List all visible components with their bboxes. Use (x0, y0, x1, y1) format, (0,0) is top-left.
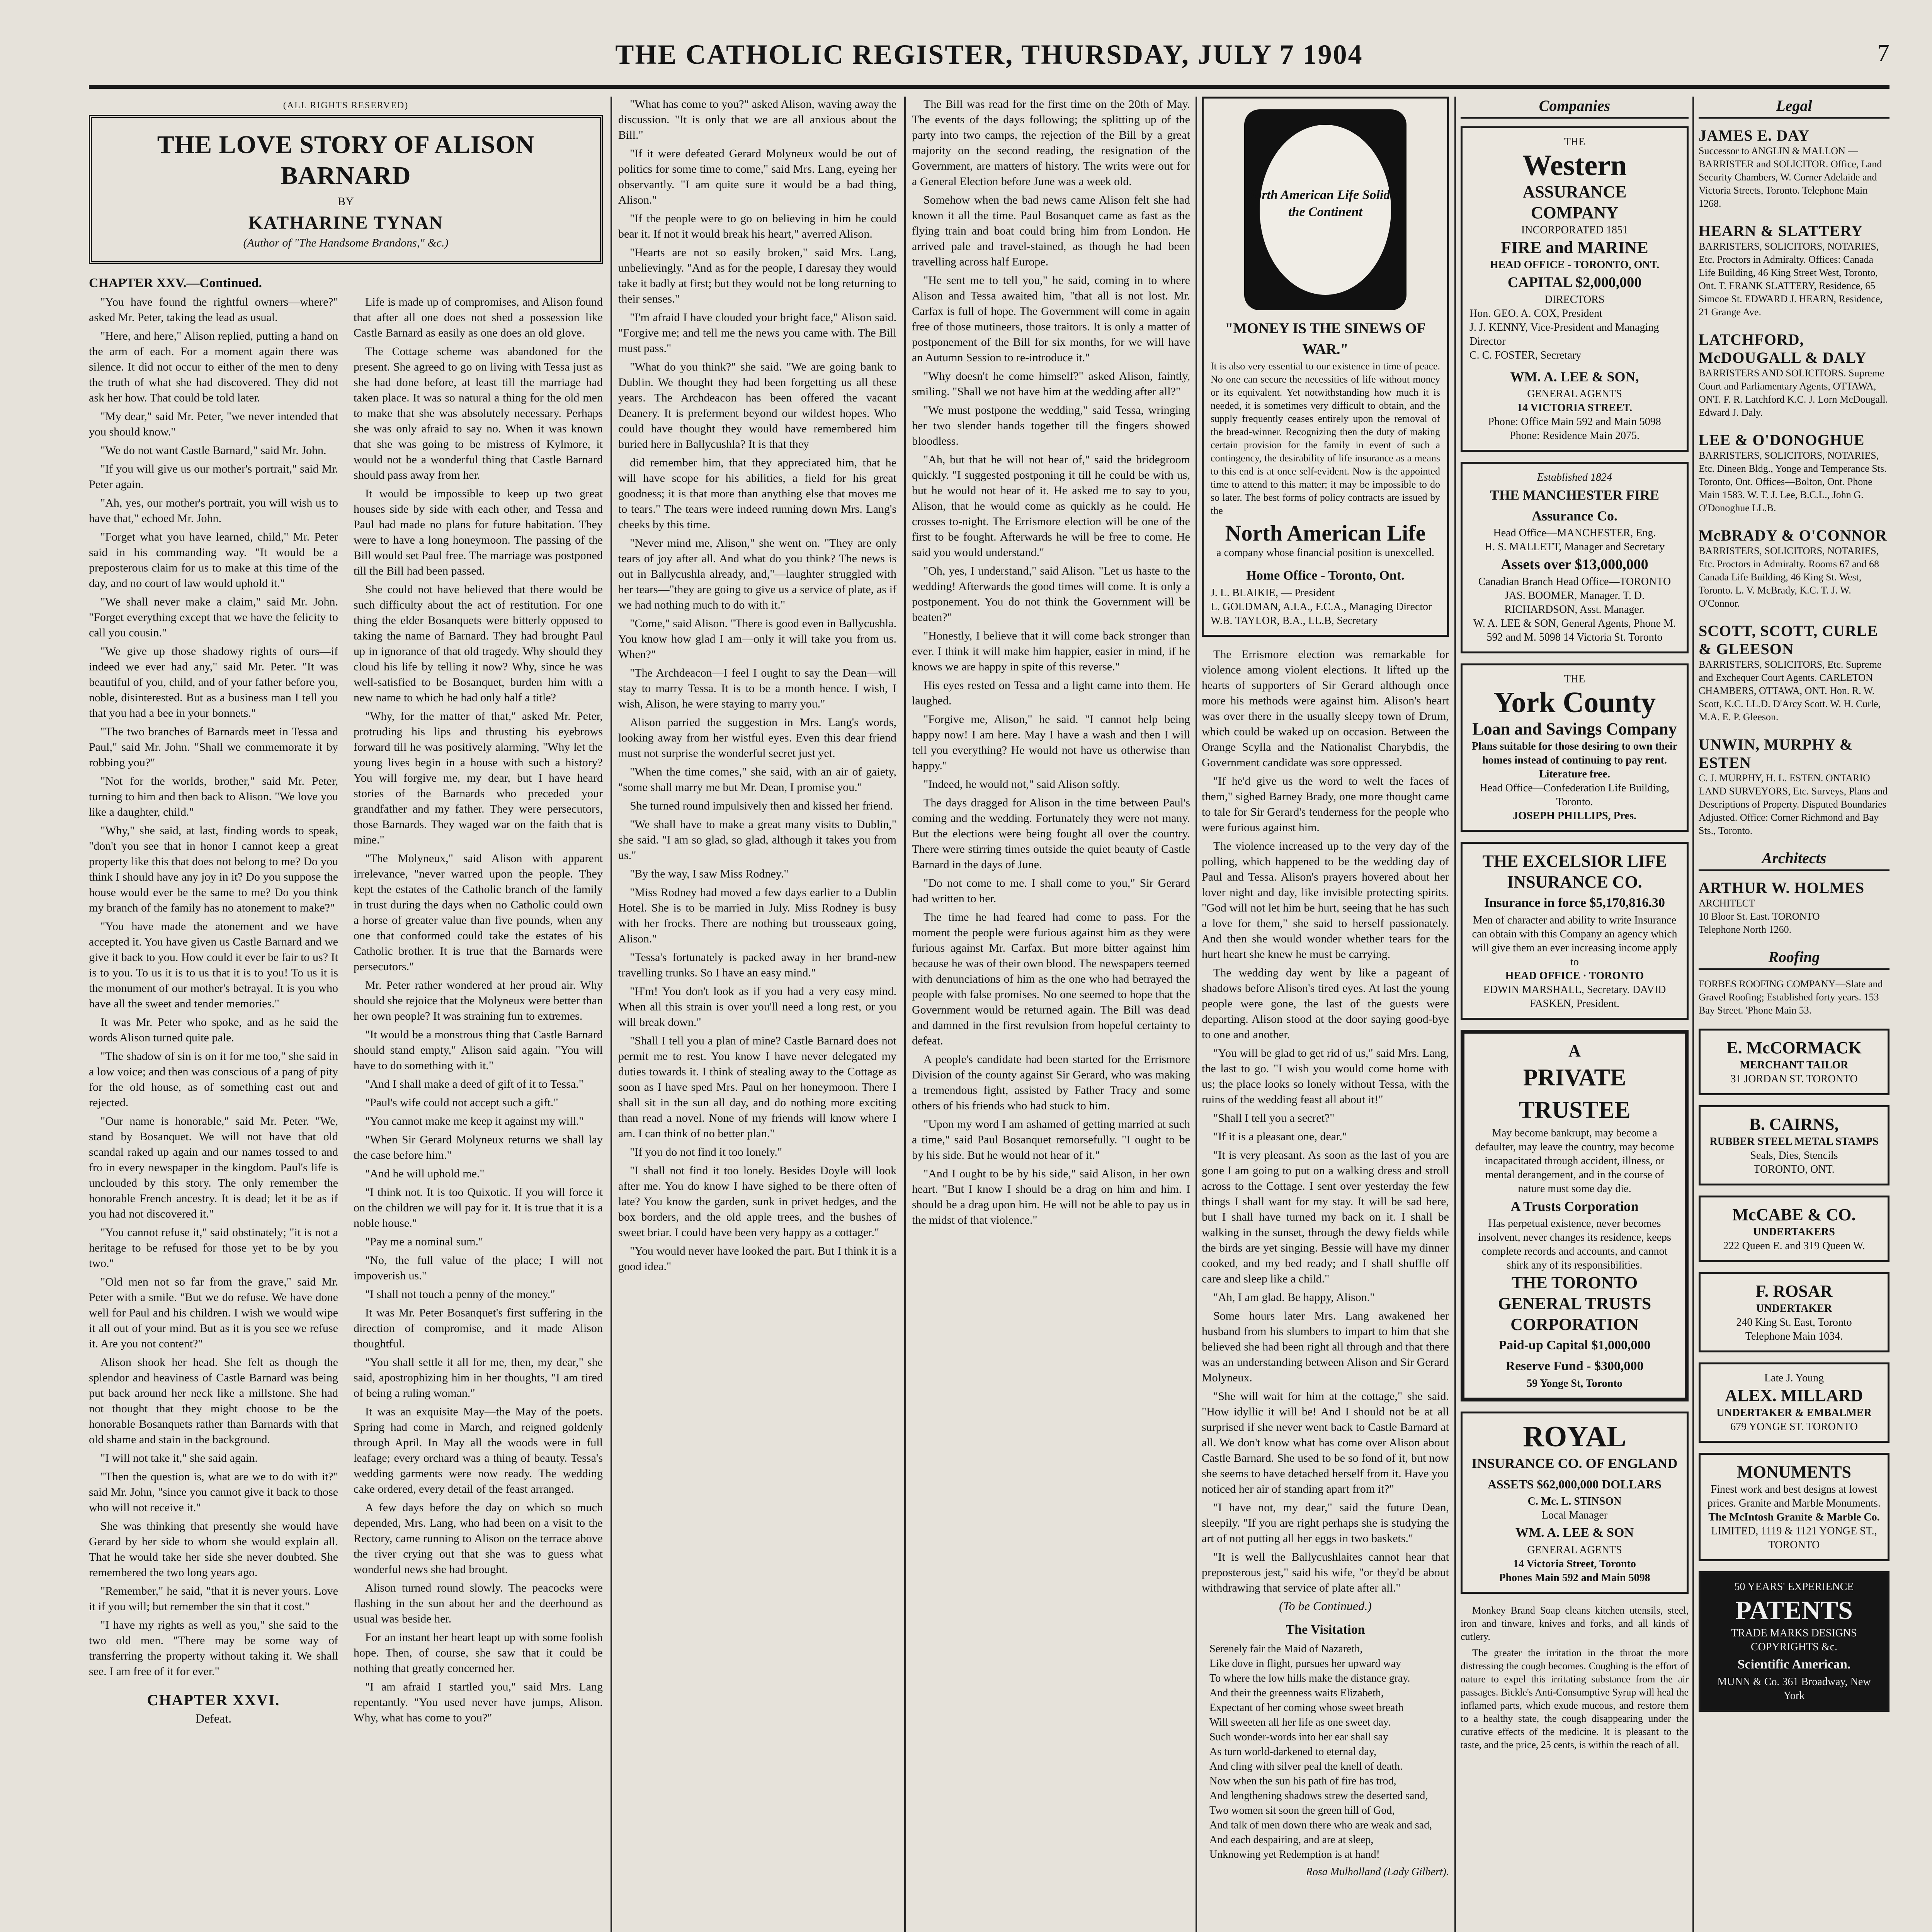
story-paragraph: "Old men not so far from the grave," said Mr. Peter with a smile. "But we do refuse. We have done well for Paul and his children. I wish we would wipe it all out of your mind. But as it is you see we refuse it. Are you not content?" (89, 1276, 338, 1350)
story-paragraph: "I will not take it," she said again. (100, 1452, 258, 1464)
story-paragraph: "Indeed, he would not," said Alison softly. (923, 778, 1120, 791)
legal-heading: Legal (1699, 97, 1889, 119)
story-paragraph: The time he had feared had come to pass. For the moment the people were furious against him as they were furious against Mr. Carfax. But more bitter against him because he was of their own blood. The newspapers teemed with denunciations of him as the one who had betrayed the people with false promises. No one seemed to hope that the Government would be returned again. The Bill was dead and damned in the first revulsion from hopeful certainty to defeat. (912, 911, 1190, 1047)
york-sub: Loan and Savings Company (1472, 719, 1677, 738)
western-name: Western (1522, 149, 1627, 182)
poem-line: Expectant of her coming whose sweet breath (1209, 1702, 1404, 1714)
patents-munn: MUNN & Co. 361 Broadway, New York (1717, 1676, 1871, 1702)
cairns-stamps-ad (1699, 1105, 1889, 1185)
rosar-address: 240 King St. East, Toronto (1736, 1316, 1852, 1328)
story-paragraph: She could not have believed that there would be such difficulty about the act of restitution. For one thing the elder Bosanquets were bitterly opposed to taking the name of Barnard. They had brought Paul up in ignorance of that old tragedy. Why should they cloud his life by telling it now? Why, since he was well-satisfied to be Bosanquet, burden him with a new name to which he had only half a title? (354, 583, 603, 704)
story-paragraph: "He sent me to tell you," he said, coming in to where Alison and Tessa awaited him, "that all is not lost. Mr. Carfax is full of hope. The Government will come in again free of those mutineers, those traitors. It is only a matter of postponement of the Bill for six months, for we will have an Autumn Session to re-introduce it." (912, 274, 1190, 364)
story-paragraph: It was Mr. Peter Bosanquet's first suffering in the direction of compromise, and it made Alison thoughtful. (354, 1306, 603, 1350)
story-paragraph: "We do not want Castle Barnard," said Mr. John. (100, 444, 327, 457)
story-paragraph: "Pay me a nominal sum." (365, 1235, 483, 1248)
manchester-branch: Canadian Branch Head Office—TORONTO (1478, 576, 1671, 588)
story-paragraph: "We must postpone the wedding," said Tessa, wringing her two slender hands together till the fingers showed bloodless. (912, 404, 1190, 447)
rosar-telephone: Telephone Main 1034. (1745, 1330, 1843, 1342)
story-paragraph: A people's candidate had been started for the Errismore Division of the county against Sir Gerard, who was making a tremendous fight, assisted by Father Tracy and some others of his friends who had stuck to him. (912, 1053, 1190, 1112)
excelsior-life-ad (1461, 842, 1689, 1020)
royal-name: ROYAL (1523, 1420, 1626, 1453)
story-paragraph: "We shall never make a claim," said Mr. John. "Forget everything except that we have the felicity to call you cousin." (89, 595, 338, 639)
york-the: THE (1564, 673, 1585, 685)
story-column-1 (89, 97, 603, 1932)
western-phone: Phone: Residence Main 2075. (1510, 430, 1639, 442)
story-paragraph: "Why doesn't he come himself?" asked Alison, faintly, smiling. "Shall we not have him at the wedding after all?" (912, 370, 1190, 398)
western-assurance-ad (1461, 126, 1689, 452)
story-paragraph: "I shall not find it too lonely. Besides Doyle will look after me. You do know I have sighed to be there often of late? You know the garden, sunk in privet hedges, and the box borders, and the old apple trees, and the bushes of sweet briar. I could have been very happy as a cottager." (618, 1164, 896, 1239)
trustee-corp-text: Has perpetual existence, never becomes insolvent, never changes its residence, keeps complete records and accounts, and cannot shirk any of its responsibilities. (1478, 1218, 1671, 1271)
millard-address: 679 YONGE ST. TORONTO (1730, 1421, 1858, 1433)
story-paragraph: "My dear," said Mr. Peter, "we never intended that you should know." (89, 410, 338, 438)
poem-title: The Visitation (1286, 1622, 1365, 1637)
story-paragraph: "What do you think?" she said. "We are going bank to Dublin. We thought they had been forgetting us all these years. The Archdeacon has been offered the vacant Deanery. It is preferment beyond our wildest hopes. Who could have thought they would have remembered him buried here in Ballycushla? It is that they (618, 361, 896, 451)
western-person: Hon. GEO. A. COX, President (1469, 308, 1602, 320)
story-paragraph: "You have made the atonement and we have accepted it. You have given us Castle Barnard and we give it back to you. How could it ever be fair to us? It is to you. To us it is to us that it is to you! To us it is the monument of our mother's betrayal. It is you who have all the sweet and tender memories." (89, 920, 338, 1010)
western-phone: Phone: Office Main 592 and Main 5098 (1488, 416, 1661, 428)
story-paragraph: A few days before the day on which so much depended, Mrs. Lang, who had been on a visit to the Rectory, came running to Alison on the terrace above the river crying out that she was to guess what wonderful news she had brought. (354, 1501, 603, 1576)
rosar-ad (1699, 1272, 1889, 1352)
story-paragraph: Life is made up of compromises, and Alison found that after all one does not shed a possession like Castle Barnard as easily as one does an old glove. (354, 296, 603, 339)
story-paragraph: "Do not come to me. I shall come to you," Sir Gerard had written to her. (912, 877, 1190, 905)
story-paragraph: "Honestly, I believe that it will come back stronger than ever. I think it will make him happier, easier in mind, if he knows we are happy in spite of this reverse." (912, 629, 1190, 673)
trustee-corp: A Trusts Corporation (1510, 1199, 1639, 1214)
masthead-rule (89, 85, 1889, 89)
story-paragraph: "If it were defeated Gerard Molyneux would be out of politics for some time to come," said Mrs. Lang, eyeing her observantly. "I am quite sure it would be a bad thing, Alison." (618, 147, 896, 206)
monuments-sub: Finest work and best designs at lowest prices. Granite and Marble Monuments. (1708, 1483, 1881, 1509)
story-paragraph: "Not for the worlds, brother," said Mr. Peter, turning to him and then back to Alison. "We love you like a daughter, child." (89, 775, 338, 818)
trustee-reserve: Reserve Fund - $300,000 (1505, 1359, 1644, 1373)
patents-scientific-american: Scientific American. (1737, 1657, 1851, 1672)
story-paragraph: "If you do not find it too lonely." (630, 1146, 782, 1158)
story-paragraph: His eyes rested on Tessa and a light came into them. He laughed. (912, 679, 1190, 707)
story-author: KATHARINE TYNAN (248, 213, 444, 233)
york-office: Head Office—Confederation Life Building, Toronto. (1480, 782, 1670, 808)
story-paragraph: "Never mind me, Alison," she went on. "They are only tears of joy after all. And what do you think? The news is out in Ballycushla already, and,"—laughter struggled with her tears—"they are going to give us a service of plate, as if we had nothing much to do with it." (618, 537, 896, 611)
masthead-title: THE CATHOLIC REGISTER, THURSDAY, JULY 7 1904 (615, 39, 1363, 70)
millard-name: ALEX. MILLARD (1725, 1386, 1863, 1405)
legal-entry-name: McBRADY & O'CONNOR (1699, 527, 1887, 544)
story-paragraph: "I have my rights as well as you," she said to the two old men. "There may be some way of transferring the property without taking it. We shall see. I am free of it for ever." (89, 1619, 338, 1678)
roofing-heading: Roofing (1699, 948, 1889, 970)
story-paragraph: "You would never have looked the part. But I think it is a good idea." (618, 1245, 896, 1273)
poem-line: And their the greenness waits Elizabeth, (1209, 1687, 1384, 1699)
monkey-brand-note: Monkey Brand Soap cleans kitchen utensils, steel, iron and tinware, knives and forks, and all kinds of cutlery. (1461, 1605, 1689, 1642)
nal-name: North American Life (1225, 520, 1426, 546)
poem-line: And each despairing, and are at sleep, (1209, 1834, 1374, 1846)
legal-entry-name: LATCHFORD, McDOUGALL & DALY (1699, 331, 1867, 366)
rosar-name: F. ROSAR (1755, 1282, 1833, 1301)
story-paragraph: "Hearts are not so easily broken," said Mrs. Lang, unbelievingly. "And as for the people, I daresay they would take it badly at first; but they would not be long returning to their senses." (618, 246, 896, 305)
millard-pre: Late J. Young (1764, 1372, 1824, 1384)
manchester-manager: H. S. MALLETT, Manager and Secretary (1485, 541, 1665, 553)
story-paragraph: "If the people were to go on believing in him he could bear it. If not it would break his heart," averred Alison. (618, 212, 896, 240)
poem-author: Rosa Mulholland (Lady Gilbert). (1306, 1866, 1449, 1878)
story-paragraph: "You cannot refuse it," said obstinately; "it is not a heritage to be refused for those yet to be by you two." (89, 1226, 338, 1270)
legal-entry (1699, 735, 1889, 837)
story-column-3 (912, 97, 1190, 1932)
story-paragraph: Somehow when the bad news came Alison felt she had known it all the time. Paul Bosanquet came as fast as the flying train and boat could bring him from London. He arrived pale and travel-stained, as though he had been travelling across half Europe. (912, 194, 1190, 268)
story-paragraph: "Why, for the matter of that," asked Mr. Peter, protruding his lips and thrusting his eyebrows forward till he was positively alarming, "Why let the young lives begin in a house with such a history? You will forgive me, my dear, but I have heard stories of the Barnards who preceded your grandfather and my father. They were persecutors, those Barnards. They waged war on the faith that is mine." (354, 710, 603, 846)
globe-text: North American Life Solid as the Continent (1245, 188, 1405, 219)
manchester-people: JAS. BOOMER, Manager. T. D. RICHARDSON, Asst. Manager. (1504, 590, 1645, 616)
trustee-a: A (1568, 1041, 1581, 1060)
royal-insurance-ad (1461, 1412, 1689, 1594)
story-paragraph: "Our name is honorable," said Mr. Peter. "We, stand by Bosanquet. We will not have that old scandal raked up again and our names tossed to and fro in every newspaper in the kingdom. Paul's life is unclouded by this story. The only remember the honorable French ancestry. It is dead; let it be as if you had not discovered it." (89, 1115, 338, 1220)
poem-line: And cling with silver peal the knell of death. (1209, 1760, 1403, 1772)
poem-line: Serenely fair the Maid of Nazareth, (1209, 1643, 1363, 1655)
poem-line: Like dove in flight, pursues her upward way (1209, 1658, 1401, 1670)
architects-heading: Architects (1699, 849, 1889, 871)
story-paragraph: "When Sir Gerard Molyneux returns we shall lay the case before him." (354, 1133, 603, 1162)
western-capital: CAPITAL $2,000,000 (1507, 274, 1642, 291)
excelsior-people: EDWIN MARSHALL, Secretary. DAVID FASKEN, President. (1483, 984, 1666, 1010)
legal-entry (1699, 222, 1889, 319)
column-5 (1461, 97, 1889, 1932)
story-paragraph: She turned round impulsively then and kissed her friend. (630, 799, 893, 812)
manchester-fire-ad (1461, 462, 1689, 653)
architect-entry (1699, 879, 1889, 936)
column-rule (611, 97, 612, 1932)
story-paragraph: "And I shall make a deed of gift of it to Tessa." (365, 1078, 584, 1090)
story-paragraph: "Oh, yes, I understand," said Alison. "Let us haste to the wedding! Afterwards the good times will come. It is only a postponement. You do not think the Government will be beaten?" (912, 565, 1190, 624)
legal-entry (1699, 330, 1889, 419)
story-paragraph: "Shall I tell you a secret?" (1213, 1112, 1335, 1124)
story-paragraph: The violence increased up to the very day of the polling, which happened to be the wedding day of Paul and Tessa. Alison's prayers hovered about her lover night and day, like invisible protecting spirits. "God will not let him be hurt, seeing that he has such a love for them," she said to herself passionately. And then she would wonder whether tears for the hurt heart she knew he must be carrying. (1202, 840, 1449, 961)
story-paragraph: "Upon my word I am ashamed of getting married at such a time," said Paul Bosanquet remorsefully. "I ought to be by his side. But he would not hear of it." (912, 1118, 1190, 1162)
story-paragraph: "I have not, my dear," said the future Dean, sleepily. "If you are right perhaps she is studying the art of not putting all her eggs in two baskets." (1202, 1501, 1449, 1545)
story-paragraph: "Forget what you have learned, child," Mr. Peter said in his commanding way. "It would be a preposterous claim for us to make at this time of the day, and no court of law would uphold it." (89, 531, 338, 590)
story-paragraph: "When the time comes," she said, with an air of gaiety, "some shall marry me but Mr. Dean, I promise you." (618, 765, 896, 794)
story-paragraph: "H'm! You don't look as if you had a very easy mind. When all this strain is over you'll need a long rest, or you will break down." (618, 985, 896, 1029)
legal-entry-details: BARRISTERS, SOLICITORS, NOTARIES, Etc. Dineen Bldg., Yonge and Temperance Sts. Toronto, Ont. Offices—Bolton, Ont. Phone Main 1583. W. T. J. Lee, B.C.L., John G. O'Donoghue LL.B. (1699, 450, 1887, 514)
rosar-sub: UNDERTAKER (1756, 1303, 1832, 1315)
york-county-ad (1461, 663, 1689, 832)
story-paragraph: "Ah, but that he will not hear of," said the bridegroom quickly. "I suggested postponing it till he could be with us, but he would not hear of it. He asked me to say to you, Alison, that he would come as quickly as he could. He crosses to-night. The Errismore election will be one of the first to be fought. Afterwards he will be free to come. He said you would understand." (912, 453, 1190, 559)
royal-sub: INSURANCE CO. OF ENGLAND (1471, 1456, 1678, 1471)
trustee-name: PRIVATE TRUSTEE (1519, 1065, 1631, 1123)
poem-line: Two women sit soon the green hill of God, (1209, 1804, 1395, 1816)
royal-manager: C. Mc. L. STINSON (1527, 1495, 1622, 1507)
poem-line: To where the low hills make the distance gray. (1209, 1672, 1410, 1684)
architect-telephone: Telephone North 1260. (1699, 924, 1792, 935)
poem-line: Now when the sun his path of fire has trod, (1209, 1775, 1396, 1787)
trustee-toronto: THE TORONTO GENERAL TRUSTS CORPORATION (1498, 1273, 1651, 1334)
western-the: THE (1564, 136, 1585, 148)
mccabe-ad (1699, 1196, 1889, 1262)
story-paragraph: "Come," said Alison. "There is good even in Ballycushla. You know how glad I am—only it will take you from us. When?" (618, 617, 896, 661)
nal-officer: W.B. TAYLOR, B.A., LL.B, Secretary (1211, 615, 1378, 627)
story-paragraph: "If you will give us our mother's portrait," said Mr. Peter again. (89, 463, 338, 491)
story-paragraph: "The two branches of Barnards meet in Tessa and Paul," said Mr. John. "Shall we commemorate it by robbing you?" (89, 725, 338, 769)
story-paragraph: It would be impossible to keep up two great houses side by side with each other, and Tessa and Paul had made no plans for future habitation. They were to have a long honeymoon. The passing of the Bill would set Paul free. The marriage was postponed till the Bill had been passed. (354, 487, 603, 577)
story-paragraph: "Paul's wife could not accept such a gift." (365, 1096, 558, 1109)
story-paragraph: "We shall have to make a great many visits to Dublin," she said. "I am so glad, so glad, although it takes you from us." (618, 818, 896, 862)
poem-line: Such wonder-words into her ear shall say (1209, 1731, 1388, 1743)
legal-entry-name: JAMES E. DAY (1699, 127, 1810, 144)
monuments-address: LIMITED, 1119 & 1121 YONGE ST., TORONTO (1711, 1525, 1877, 1551)
money-text: It is also very essential to our existence in time of peace. No one can secure the necessities of life without money or its equivalent. Yet notwithstanding how much it is needed, it is sometimes very difficult to obtain, and the supply frequently ceases entirely upon the removal of the bread-winner. Recognizing then the duty of making certain provision for the family in event of such a contingency, the desirability of life insurance as a means to this end is at once self-evident. Now is the appointed time to attend to this matter; it may be impossible to do so later. The best forms of policy contracts are issued by the (1211, 361, 1440, 516)
story-paragraph: "It would be a monstrous thing that Castle Barnard should stand empty," Alison said again. "You will have to do something with it." (354, 1028, 603, 1072)
excelsior-force: Insurance in force $5,170,816.30 (1484, 896, 1665, 910)
legal-entry (1699, 526, 1889, 610)
story-paragraph: "The Archdeacon—I feel I ought to say the Dean—will stay to marry Tessa. It is to be a month hence. I wish, I wish, Alison, he were staying to marry you." (618, 667, 896, 710)
story-paragraph: Alison shook her head. She felt as though the splendor and heaviness of Castle Barnard was being put back around her neck like a millstone. She had not thought that they might choose to be the honorable Bosanquets rather than Barnards with that old shame and stain in the background. (89, 1356, 338, 1446)
story-paragraph: "You will be glad to get rid of us," said Mrs. Lang, the last to go. "I wish you would come home with us; the place looks so lonely without Tessa, with the ruins of the wedding feast all about it!" (1202, 1047, 1449, 1106)
story-paragraph: "Ah, I am glad. Be happy, Alison." (1213, 1291, 1375, 1304)
companies-column (1461, 97, 1689, 1932)
patents-sub: TRADE MARKS DESIGNS COPYRIGHTS &c. (1731, 1627, 1857, 1653)
excelsior-text: Men of character and ability to write Insurance can obtain with this Company an agency which will give them an ever increasing income apply to (1472, 914, 1677, 968)
story-body-a (89, 294, 603, 1730)
patents-name: PATENTS (1735, 1595, 1853, 1625)
royal-assets: ASSETS $62,000,000 DOLLARS (1488, 1477, 1662, 1491)
trustee-capital: Paid-up Capital $1,000,000 (1498, 1338, 1651, 1352)
mccormack-name: E. McCORMACK (1726, 1038, 1862, 1057)
mccormack-sub: MERCHANT TAILOR (1740, 1059, 1849, 1071)
story-paragraph: "Ah, yes, our mother's portrait, you will wish us to have that," echoed Mr. John. (89, 497, 338, 525)
column-rule (1196, 97, 1197, 1932)
story-paragraph: "And I ought to be by his side," said Alison, in her own heart. "But I know I should be a drag on him and him. I should be a drag upon him. He will not be able to pay us in the midst of that violence." (912, 1167, 1190, 1226)
story-paragraph: "Remember," he said, "that it is never yours. Love it if you will; but remember the sin that it cost." (89, 1585, 338, 1613)
story-paragraph: "Here, and here," Alison replied, putting a hand on the arm of each. For a moment again there was silence. It did not occur to either of the men to deny the truth of what she had discovered. They did not ask her how. That could be told later. (89, 330, 338, 404)
story-paragraph: The wedding day went by like a pageant of shadows before Alison's tired eyes. At last the young people were gone, the last of the guests were departing. Alison stood at the door saying good-bye to one and another. (1202, 966, 1449, 1041)
story-paragraph: "No, the full value of the place; I will not impoverish us." (354, 1254, 603, 1282)
western-company: COMPANY (1531, 203, 1619, 222)
story-paragraph: "You have found the rightful owners—where?" asked Mr. Peter, taking the lead as usual. (89, 296, 338, 324)
cairns-name: B. CAIRNS, (1749, 1115, 1839, 1134)
monuments-company: The McIntosh Granite & Marble Co. (1708, 1511, 1880, 1523)
story-paragraph: "It is well the Ballycushlaites cannot hear that preposterous jest," said his wife, "or they'd be about withdrawing that service of plate after all." (1202, 1551, 1449, 1594)
legal-entry (1699, 622, 1889, 724)
cairns-sub2: Seals, Dies, Stencils (1750, 1150, 1838, 1162)
story-paragraph: She was thinking that presently she would have Gerard by her side to whom she would explain all. That he would take her side she never doubted. She remembered the two long years ago. (89, 1520, 338, 1579)
legal-entry-details: BARRISTERS, SOLICITORS, NOTARIES, Etc. Proctors in Admiralty. Offices: Canada Life Building, 46 King Street West, Toronto, Ont. T. FRANK SLATTERY, Residence, 65 Simcoe St. EDWARD J. HEARN, Residence, 21 Grange Ave. (1699, 241, 1883, 318)
york-name: York County (1493, 686, 1656, 719)
poem-line: As turn world-darkened to eternal day, (1209, 1746, 1377, 1758)
royal-address: 14 Victoria Street, Toronto (1513, 1558, 1636, 1570)
story-paragraph: "Then the question is, what are we to do with it?" said Mr. John, "since you cannot give it back to those who will not receive it." (89, 1470, 338, 1514)
excelsior-office: HEAD OFFICE · TORONTO (1505, 970, 1644, 982)
story-paragraph: The days dragged for Alison in the time between Paul's coming and the wedding. Fortunately they were not many. But the elections were being fought all over the country. There were stirring times outside the quiet beauty of Castle Barnard in the days of June. (912, 796, 1190, 871)
western-agent: WM. A. LEE & SON, (1510, 369, 1639, 384)
mccabe-address: 222 Queen E. and 319 Queen W. (1723, 1240, 1865, 1252)
rights-notice: (ALL RIGHTS RESERVED) (283, 100, 409, 111)
western-office: HEAD OFFICE - TORONTO, ONT. (1490, 259, 1660, 271)
story-paragraph: "It is very pleasant. As soon as the last of you are gone I am going to put on a walking dress and stroll across to the Cottage. I sent over yesterday the few things I shall want for my stay. It will be sad here, but I shall have turned my back on it. I shall be walking in the sunset, through the dewy fields while the birds are yet singing. Bessie will have my dinner cooked, and my bed ready; and I shall shuffle off care and sleep like a child." (1202, 1149, 1449, 1285)
story-paragraph: "Shall I tell you a plan of mine? Castle Barnard does not permit me to rest. You know I have never delegated my duties towards it. I think of stealing away to the Cottage as soon as I have sped Mrs. Paul on her honeymoon. There I shall sit in the sun all day, and do nothing more exciting than read a novel. None of my friends will know where I am. I can think of no better plan." (618, 1034, 896, 1140)
story-paragraph: Alison parried the suggestion in Mrs. Lang's words, looking away from her wistful eyes. Even this dear friend must not surprise the wonderful secret just yet. (618, 716, 896, 760)
mccormack-ad (1699, 1029, 1889, 1095)
western-agent-sub: GENERAL AGENTS (1527, 388, 1622, 400)
story-paragraph: "If he'd give us the word to welt the faces of them," sighed Barney Brady, one more thought came to tale for Sir Gerard's tenderness for the people who were furious against him. (1202, 775, 1449, 834)
column-rule (904, 97, 906, 1932)
story-paragraph: It was Mr. Peter who spoke, and as he said the words Alison turned quite pale. (89, 1016, 338, 1044)
legal-entry (1699, 431, 1889, 515)
story-paragraph: "I shall not touch a penny of the money." (365, 1288, 555, 1301)
story-paragraph: "We give up those shadowy rights of ours—if indeed we ever had any," said Mr. Peter. "It was beautiful of you, child, and of your father before you, noble, disinterested. But as a business man I tell you that you had a bee in your bonnets." (89, 645, 338, 719)
story-paragraph: The Bill was read for the first time on the 20th of May. The events of the days following; the splitting up of the party into two camps, the rejection of the Bill by a great majority on the second reading, the resignation of the Government, are matters of history. The writs were out for a General Election before June was a week old. (912, 98, 1190, 188)
legal-column (1699, 97, 1889, 1932)
legal-entry-name: LEE & O'DONOGHUE (1699, 431, 1865, 449)
mccabe-name: McCABE & CO. (1732, 1205, 1856, 1224)
story-paragraph: "I'm afraid I have clouded your bright face," Alison said. "Forgive me; and tell me the news you came with. The Bill must pass." (618, 311, 896, 355)
royal-agent: WM. A. LEE & SON (1515, 1526, 1634, 1540)
chapter-continued: CHAPTER XXV.—Continued. (89, 276, 262, 290)
chapter-heading: CHAPTER XXVI. (147, 1691, 280, 1709)
to-be-continued: (To be Continued.) (1279, 1599, 1372, 1613)
story-paragraph: "Tessa's fortunately is packed away in her brand-new travelling trunks. So I have an easy mind." (618, 951, 896, 979)
story-paragraph: "By the way, I saw Miss Rodney." (630, 867, 789, 880)
monuments-name: MONUMENTS (1737, 1463, 1851, 1481)
legal-entry-details: BARRISTERS, SOLICITORS, Etc. Supreme and Exchequer Court Agents. CARLETON CHAMBERS, OTTAWA, ONT. Hon. R. W. Scott, K.C. LL.D. D'Arcy Scott. W. H. Curle, M.A. E. P. Gleeson. (1699, 659, 1882, 723)
story-by: BY (338, 195, 354, 208)
story-paragraph: Mr. Peter rather wondered at her proud air. Why should she rejoice that the Molyneux were better than her own people? It was straining fun to extremes. (354, 979, 603, 1022)
story-paragraph: "What has come to you?" asked Alison, waving away the discussion. "It is only that we are all anxious about the Bill." (618, 98, 896, 141)
north-american-life-ad (1202, 97, 1449, 637)
poem-line: And talk of men down there who are weak and sad, (1209, 1819, 1432, 1831)
story-paragraph: "Miss Rodney had moved a few days earlier to a Dublin Hotel. She is to be married in July. Miss Rodney is busy with her frocks. There are nothing but trousseaux going, Alison." (618, 886, 896, 945)
story-paragraph: "Forgive me, Alison," he said. "I cannot help being happy now! I am here. May I have a wash and then I will tell you everything? He would not have us otherwise than happy." (912, 713, 1190, 772)
masthead (89, 39, 1889, 81)
millard-sub: UNDERTAKER & EMBALMER (1716, 1407, 1872, 1419)
legal-entry-name: SCOTT, SCOTT, CURLE & GLEESON (1699, 622, 1878, 658)
architect-sub: ARCHITECT (1699, 898, 1755, 909)
story-paragraph: "If it is a pleasant one, dear." (1213, 1130, 1347, 1143)
millard-ad (1699, 1362, 1889, 1443)
story-paragraph: "The shadow of sin is on it for me too," she said in a low voice; and then was conscious of a pang of pity for the old house, as of something cast out and rejected. (89, 1050, 338, 1109)
poem-line: Will sweeten all her life as one sweet day. (1209, 1716, 1391, 1728)
manchester-name: THE MANCHESTER FIRE Assurance Co. (1490, 487, 1660, 524)
manchester-established: Established 1824 (1537, 471, 1612, 483)
nal-officer: J. L. BLAIKIE, — President (1211, 587, 1335, 599)
story-paragraph: "I think not. It is too Quixotic. If you will force it on the children we will pay for it. It is true that it is a noble house." (354, 1186, 603, 1230)
story-paragraph: It was an exquisite May—the May of the poets. Spring had come in March, and reigned goldenly through April. In May all the woods were in full leafage; every orchard was a thing of beauty. Tessa's wedding garments were now ready. The wedding cake ordered, every detail of the feast arranged. (354, 1405, 603, 1495)
manchester-assets: Assets over $13,000,000 (1501, 556, 1648, 573)
private-trustee-ad (1461, 1030, 1689, 1401)
western-fire-marine: FIRE and MARINE (1501, 238, 1648, 257)
story-paragraph: The Cottage scheme was abandoned for the present. She agreed to go on living with Tessa just as she had done before, at least till the marriage had taken place. It was so natural a thing for the old men to make that she was absolutely necessary. Perhaps she was only afraid to say no. When it was known that she was going to be mistress of Kylmore, it would not be a wonderful thing that Castle Barnard should pass away from her. (354, 345, 603, 481)
story-paragraph: did remember him, that they appreciated him, that he will have scope for his abilities, a field for his great goodness; it is that more than anything else that moves me to tears." The tears were indeed running down Mrs. Lang's cheeks by this time. (618, 456, 896, 531)
legal-entry-name: UNWIN, MURPHY & ESTEN (1699, 736, 1853, 771)
western-person: C. C. FOSTER, Secretary (1469, 349, 1582, 361)
trustee-address: 59 Yonge St, Toronto (1527, 1378, 1622, 1389)
column-rule (1454, 97, 1456, 1932)
column-4 (1202, 97, 1449, 1932)
mccabe-sub: UNDERTAKERS (1753, 1226, 1835, 1238)
chapter-subtitle: Defeat. (195, 1711, 232, 1725)
cairns-address: TORONTO, ONT. (1753, 1163, 1835, 1175)
legal-entry (1699, 126, 1889, 210)
architect-address: 10 Bloor St. East. TORONTO (1699, 911, 1820, 922)
legal-entry-details: C. J. MURPHY, H. L. ESTEN. ONTARIO LAND SURVEYORS, Etc. Surveys, Plans and Descriptions of Property. Disputed Boundaries Adjusted. Office: Corner Richmond and Bay Sts., Toronto. (1699, 772, 1888, 836)
york-president: JOSEPH PHILLIPS, Pres. (1513, 810, 1636, 822)
western-assurance: ASSURANCE (1522, 182, 1627, 201)
story-paragraph: "She will wait for him at the cottage," she said. "How idyllic it will be! And I should not be at all surprised if she never went back to Castle Barnard at all. We don't know what has come over Alison about Castle Barnard. She used to be so fond of it, but now she seems to have detached herself from it. Have you noticed her air of standing apart from it?" (1202, 1390, 1449, 1495)
western-person: J. J. KENNY, Vice-President and Managing Director (1469, 321, 1659, 347)
royal-phone: Phones Main 592 and Main 5098 (1499, 1572, 1650, 1584)
mccormack-address: 31 JORDAN ST. TORONTO (1730, 1073, 1858, 1085)
royal-agent-sub: GENERAL AGENTS (1527, 1544, 1622, 1556)
story-paragraph: Some hours later Mrs. Lang awakened her husband from his slumbers to impart to him that she believed she had been right all through and that there was an understanding between Alison and Sir Gerard Molyneux. (1202, 1310, 1449, 1384)
western-incorporated: INCORPORATED 1851 (1521, 224, 1628, 236)
patents-ad (1699, 1571, 1889, 1712)
story-paragraph: For an instant her heart leapt up with some foolish hope. Then, of course, she saw that it could be nothing that greatly concerned her. (354, 1631, 603, 1675)
poem-body (1202, 1642, 1449, 1862)
globe-emblem-icon (1244, 109, 1406, 310)
excelsior-name: THE EXCELSIOR LIFE INSURANCE CO. (1482, 852, 1667, 891)
roofing-entry: FORBES ROOFING COMPANY—Slate and Gravel Roofing; Established forty years. 153 Bay Street. 'Phone Main 53. (1699, 978, 1883, 1016)
legal-entry-details: BARRISTERS AND SOLICITORS. Supreme Court and Parliamentary Agents, OTTAWA, ONT. F. R. Latchford K.C. J. Lorn McDougall. Edward J. Daly. (1699, 367, 1888, 418)
poem-line: And lengthening shadows strew the deserted sand, (1209, 1790, 1428, 1802)
story-paragraph: "You cannot make me keep it against my will." (365, 1115, 584, 1128)
poem-line: Unknowing yet Redemption is at hand! (1209, 1849, 1380, 1861)
story-paragraph: "Why," she said, at last, finding words to speak, "don't you see that in honor I cannot keep a great property like this that does not belong to me? Do you think I should have any joy in it? Do you suppose the house would ever be the same to me? Do you think my branch of the family has no atonement to make?" (89, 824, 338, 914)
story-paragraph: "And he will uphold me." (365, 1167, 485, 1180)
story-column-2 (618, 97, 896, 1932)
page-number: 7 (1877, 39, 1889, 66)
story-paragraph: The Errismore election was remarkable for violence among violent elections. It lifted up the hearts of supporters of Sir Gerard although once more his methods were against him. Alison's heart was over there in the usually sleepy town of Drum, which could be waked up on occasion. Between the Orange Scylla and the Nationalist Charybdis, the Government candidate was sore oppressed. (1202, 648, 1449, 769)
companies-heading: Companies (1461, 97, 1689, 119)
legal-entry-details: BARRISTERS, SOLICITORS, NOTARIES, Etc. Proctors in Admiralty. Rooms 67 and 68 Canada Life Building, 46 King St. West, Toronto. L. V. McBrady, K.C. T. J. W. O'Connor. (1699, 545, 1879, 609)
nal-office: Home Office - Toronto, Ont. (1246, 568, 1405, 583)
story-title-box (89, 115, 603, 264)
monuments-ad (1699, 1453, 1889, 1561)
money-headline: "MONEY IS THE SINEWS OF WAR." (1225, 320, 1426, 357)
nal-tagline: a company whose financial position is unexcelled. (1216, 547, 1434, 559)
royal-manager-sub: Local Manager (1541, 1509, 1608, 1521)
story-paragraph: "The Molyneux," said Alison with apparent irrelevance, "never warred upon the people. They kept the estates of the Catholic branch of the family in trust during the days when no Catholic could own a horse of greater value than five pounds, when any one that conformed could take the estates of his Catholic brother. It is true that the Barnards were persecutors." (354, 852, 603, 973)
western-directors: DIRECTORS (1544, 294, 1605, 306)
story-paragraph: Alison turned round slowly. The peacocks were flashing in the sun about her and the deerhound as usual was beside her. (354, 1582, 603, 1625)
legal-entry-details: Successor to ANGLIN & MALLON — BARRISTER and SOLICITOR. Office, Land Security Chambers, W. Corner Adelaide and Victoria Streets, Toronto. Telephone Main 1268. (1699, 145, 1882, 209)
architect-name: ARTHUR W. HOLMES (1699, 879, 1865, 896)
western-agent-address: 14 VICTORIA STREET. (1517, 402, 1632, 414)
cairns-sub: RUBBER STEEL METAL STAMPS (1709, 1136, 1879, 1148)
trustee-text: May become bankrupt, may become a defaulter, may leave the country, may become incapacitated through accident, illness, or mental derangement, and in the course of nature must some day die. (1475, 1127, 1674, 1195)
york-text: Plans suitable for those desiring to own their homes instead of continuing to pay rent. Literature free. (1471, 740, 1678, 780)
cough-remedy-note: The greater the irritation in the throat the more distressing the cough becomes. Coughing is the effort of nature to expel this irritating substance from the air passages. Bickle's Anti-Consumptive Syrup will heal the inflamed parts, which exude mucous, and restore them to a healthy state, the cough disappearing under the curative effects of the medicine. It is pleasant to the taste, and the price, 25 cents, is within the reach of all. (1461, 1647, 1689, 1750)
story-title: THE LOVE STORY OF ALISON BARNARD (157, 131, 535, 190)
story-paragraph: "I am afraid I startled you," said Mrs. Lang repentantly. "You used never have jumps, Alison. Why, what has come to you?" (354, 1680, 603, 1724)
story-author-note: (Author of "The Handsome Brandons," &c.) (243, 236, 449, 249)
manchester-agents: W. A. LEE & SON, General Agents, Phone M. 592 and M. 5098 14 Victoria St. Toronto (1473, 617, 1676, 643)
legal-entry-name: HEARN & SLATTERY (1699, 222, 1863, 240)
manchester-office: Head Office—MANCHESTER, Eng. (1493, 527, 1656, 539)
patents-years: 50 YEARS' EXPERIENCE (1734, 1581, 1854, 1593)
nal-officer: L. GOLDMAN, A.I.A., F.C.A., Managing Director (1211, 601, 1432, 613)
story-paragraph: "You shall settle it all for me, then, my dear," she said, apostrophizing him in her thoughts, "I am tired of being a ruling woman." (354, 1356, 603, 1400)
